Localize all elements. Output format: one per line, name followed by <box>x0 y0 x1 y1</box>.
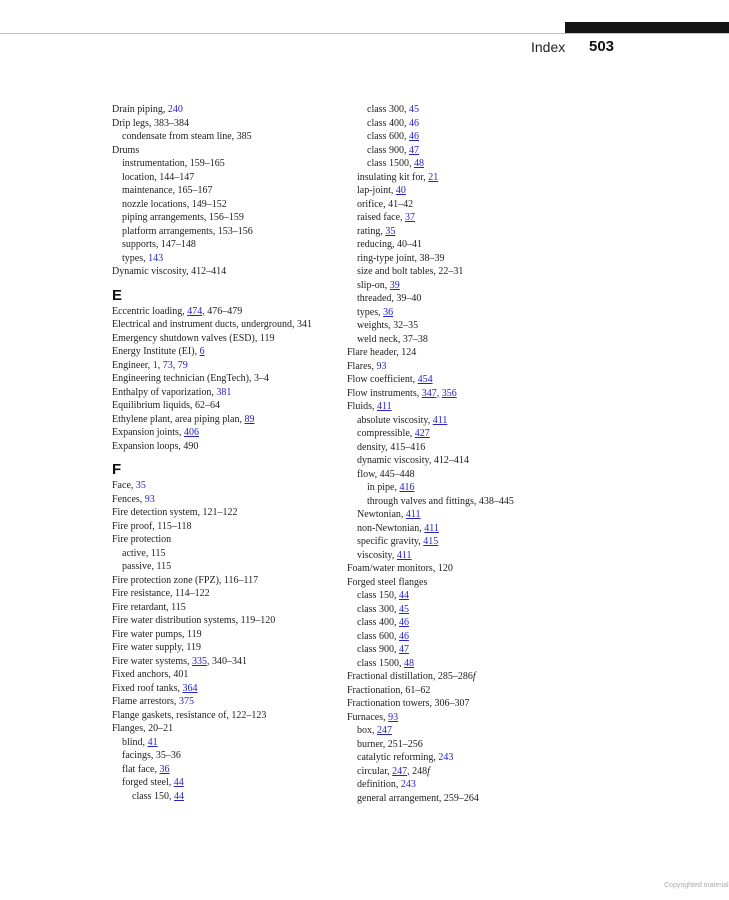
page-reference-link[interactable]: 41 <box>147 736 158 748</box>
index-entry <box>347 670 597 684</box>
index-entry <box>347 535 597 549</box>
index-entry <box>347 265 597 279</box>
index-entry <box>347 387 597 401</box>
index-entry <box>112 198 337 212</box>
page-reference-link[interactable]: 454 <box>417 374 433 385</box>
entry-text: Fractionation towers, 306–307 <box>347 698 470 709</box>
index-entry <box>347 778 597 792</box>
entry-text: Eccentric loading, <box>112 305 188 317</box>
index-entry <box>347 684 597 698</box>
entry-text: instrumentation, 159–165 <box>122 158 225 169</box>
index-entry <box>347 225 597 239</box>
index-entry <box>112 318 337 332</box>
entry-text: Flame arrestors, <box>112 696 179 707</box>
entry-text: Fire resistance, 114–122 <box>112 588 210 599</box>
index-entry <box>112 587 337 601</box>
page-reference-link[interactable]: 347, <box>421 387 440 399</box>
entry-text: Face, <box>112 480 136 491</box>
index-entry <box>347 414 597 428</box>
entry-text: threaded, 39–40 <box>357 293 422 304</box>
index-entry <box>112 386 337 400</box>
entry-text: nozzle locations, 149–152 <box>122 198 227 210</box>
index-entry <box>112 560 337 574</box>
index-entry <box>347 117 597 131</box>
page-reference-link[interactable]: 93 <box>144 493 155 505</box>
index-entry <box>112 184 337 198</box>
index-entry <box>347 238 597 252</box>
index-entry <box>347 441 597 455</box>
page-reference-link[interactable]: 375 <box>178 696 194 707</box>
index-entry <box>112 238 337 252</box>
index-entry <box>112 103 337 117</box>
page-reference-link[interactable]: 46 <box>398 630 409 642</box>
entry-text: compressible, <box>357 428 415 439</box>
index-entry <box>347 184 597 198</box>
index-entry <box>112 130 337 144</box>
page-reference-link[interactable]: 247, <box>392 765 410 777</box>
index-entry <box>112 144 337 158</box>
index-entry <box>112 413 337 427</box>
entry-text: through valves and fittings, 438–445 <box>367 495 514 507</box>
entry-text: Engineer, <box>112 359 153 371</box>
index-entry <box>347 171 597 185</box>
entry-text: in pipe, <box>367 482 400 493</box>
index-entry <box>347 198 597 212</box>
index-entry <box>112 709 337 723</box>
page-reference-link[interactable]: 46 <box>408 131 419 142</box>
index-entry <box>347 751 597 765</box>
page-reference-link[interactable]: 46 <box>398 617 409 628</box>
index-entry <box>347 130 597 144</box>
entry-text: Fire proof, 115–118 <box>112 520 192 532</box>
entry-text: Electrical and instrument ducts, underground, 341 <box>112 319 313 330</box>
index-entry <box>347 522 597 536</box>
page-reference-link[interactable]: 35 <box>385 225 396 237</box>
index-entry <box>347 279 597 293</box>
page-reference-link[interactable]: 364 <box>182 682 198 694</box>
entry-text: reducing, 40–41 <box>357 239 422 250</box>
page-reference-link[interactable]: 44 <box>173 777 184 788</box>
entry-text: platform arrangements, 153–156 <box>122 225 253 237</box>
page-reference-link[interactable]: 21 <box>428 171 439 183</box>
entry-text: raised face, <box>357 212 406 223</box>
entry-text: blind, <box>122 736 148 748</box>
entry-text: flow, 445–448 <box>357 468 415 480</box>
entry-text: class 400, <box>367 117 409 129</box>
index-entry <box>347 252 597 266</box>
entry-text: Fractional distillation, 285–286 <box>347 671 473 682</box>
index-entry <box>112 790 337 804</box>
index-entry <box>347 103 597 117</box>
entry-text: lap-joint, <box>357 185 396 196</box>
page-reference-link[interactable]: 79 <box>177 359 188 371</box>
entry-text: class 300, <box>367 104 409 115</box>
page-reference-link[interactable]: 46 <box>408 117 419 129</box>
page-reference-link[interactable]: 37 <box>405 212 416 223</box>
index-entry <box>112 682 337 696</box>
entry-text: Drip legs, 383–384 <box>112 117 189 129</box>
page-reference-link[interactable]: 39 <box>389 279 400 291</box>
entry-text: Emergency shutdown valves (ESD), 119 <box>112 332 275 344</box>
index-entry <box>112 520 337 534</box>
entry-text: catalytic reforming, <box>357 752 439 763</box>
page-number: 503 <box>589 38 615 55</box>
entry-text: absolute viscosity, <box>357 414 433 426</box>
header-bar <box>565 22 729 33</box>
index-entry <box>347 333 597 347</box>
index-entry <box>112 668 337 682</box>
index-entry <box>112 265 337 279</box>
index-entry <box>347 630 597 644</box>
entry-text: forged steel, <box>122 777 174 788</box>
entry-text: Expansion joints, <box>112 427 184 438</box>
entry-text: Furnaces, <box>347 711 389 723</box>
entry-text: Expansion loops, 490 <box>112 440 199 452</box>
page-reference-link[interactable]: 36 <box>383 306 394 318</box>
entry-text: class 900, <box>357 644 399 655</box>
index-entry <box>112 211 337 225</box>
entry-text: Fire protection zone (FPZ), 116–117 <box>112 574 259 586</box>
index-entry <box>112 749 337 763</box>
page-reference-link[interactable]: 48 <box>413 158 424 169</box>
page-reference-link[interactable]: 36 <box>159 763 170 775</box>
page-reference-link[interactable]: 411 <box>432 414 448 426</box>
index-entry <box>112 776 337 790</box>
page-reference-link[interactable]: 243 <box>400 779 416 790</box>
index-entry <box>347 603 597 617</box>
entry-text: Ethylene plant, area piping plan, <box>112 413 245 425</box>
page-reference-link[interactable]: 415 <box>423 536 439 547</box>
entry-text: 248 <box>409 765 428 777</box>
entry-text: Newtonian, <box>357 509 406 520</box>
entry-text: Flares, <box>347 360 377 372</box>
entry-text: passive, 115 <box>122 561 172 572</box>
index-entry <box>347 711 597 725</box>
entry-text: Flare header, 124 <box>347 347 417 358</box>
entry-text: f <box>427 765 430 777</box>
index-entry <box>347 657 597 671</box>
index-section-letter: F <box>112 461 122 478</box>
index-entry <box>112 252 337 266</box>
entry-text: Drums <box>112 144 140 156</box>
entry-text: supports, 147–148 <box>122 239 196 250</box>
entry-text: class 400, <box>357 617 399 628</box>
entry-text: insulating kit for, <box>357 171 429 183</box>
running-header-label: Index <box>531 39 566 55</box>
page-reference-link[interactable]: 45 <box>408 104 419 115</box>
index-entry <box>112 359 337 373</box>
entry-text: circular, <box>357 765 393 777</box>
entry-text: 340–341 <box>209 655 247 667</box>
index-entry <box>347 373 597 387</box>
index-entry <box>112 695 337 709</box>
index-entry <box>347 481 597 495</box>
page-reference-link[interactable]: 73 <box>162 359 173 371</box>
index-entry <box>112 614 337 628</box>
entry-text: class 150, <box>357 590 399 601</box>
copyright-watermark: Copyrighted material <box>664 882 729 889</box>
entry-text: weld neck, 37–38 <box>357 333 428 345</box>
entry-text: rating, <box>357 225 386 237</box>
page-reference-link[interactable]: 47 <box>398 644 409 655</box>
entry-text: class 1500, <box>367 158 414 169</box>
index-entry <box>347 792 597 806</box>
entry-text: class 600, <box>367 131 409 142</box>
page-reference-link[interactable]: 143 <box>148 252 164 264</box>
entry-text: Fire water distribution systems, 119–120 <box>112 615 276 626</box>
page-reference-link[interactable]: 247 <box>377 725 392 736</box>
entry-text: class 900, <box>367 144 409 156</box>
entry-text: Fire water supply, 119 <box>112 642 201 653</box>
page-reference-link[interactable]: 44 <box>398 590 409 601</box>
entry-text: class 1500, <box>357 657 404 669</box>
entry-text: Fire detection system, 121–122 <box>112 507 238 518</box>
index-entry <box>347 144 597 158</box>
index-entry <box>347 306 597 320</box>
entry-text: condensate from steam line, 385 <box>122 131 252 142</box>
entry-text: Dynamic viscosity, 412–414 <box>112 266 227 277</box>
entry-text: burner, 251–256 <box>357 738 423 750</box>
entry-text: , <box>157 359 163 371</box>
index-entry <box>347 562 597 576</box>
page-reference-link[interactable]: 93 <box>376 360 387 372</box>
entry-text: 476–479 <box>204 305 243 317</box>
entry-text: Enthalpy of vaporization, <box>112 386 217 398</box>
index-entry <box>347 319 597 333</box>
index-entry <box>347 576 597 590</box>
entry-text: types, <box>357 306 384 318</box>
index-entry <box>112 628 337 642</box>
index-entry <box>112 440 337 454</box>
entry-text: general arrangement, 259–264 <box>357 792 479 804</box>
index-entry <box>347 616 597 630</box>
index-entry <box>112 157 337 171</box>
entry-text: non-Newtonian, <box>357 522 425 534</box>
entry-text: class 600, <box>357 630 399 642</box>
entry-text: Fire protection <box>112 534 172 545</box>
page-reference-link[interactable]: 416 <box>399 482 415 493</box>
entry-text: weights, 32–35 <box>357 320 419 331</box>
page-reference-link[interactable]: 6 <box>199 346 205 357</box>
entry-text: Drain piping, <box>112 104 168 115</box>
index-entry <box>112 533 337 547</box>
index-entry <box>112 601 337 615</box>
page-reference-link[interactable]: 89 <box>244 413 255 425</box>
index-entry <box>112 332 337 346</box>
entry-text: location, 144–147 <box>122 171 195 183</box>
index-section-letter: E <box>112 286 123 304</box>
page-reference-link[interactable]: 93 <box>388 711 399 723</box>
entry-text: viscosity, <box>357 549 397 561</box>
page-reference-link[interactable]: 243 <box>438 752 454 763</box>
index-column-right <box>347 103 597 805</box>
index-entry <box>347 211 597 225</box>
entry-text: Fluids, <box>347 401 378 412</box>
entry-text: Flow coefficient, <box>347 374 418 385</box>
entry-text: Equilibrium liquids, 62–64 <box>112 400 221 411</box>
index-entry <box>112 117 337 131</box>
page-reference-link[interactable]: 40 <box>395 185 406 196</box>
page-reference-link[interactable]: 44 <box>173 790 184 802</box>
index-entry <box>112 506 337 520</box>
index-entry <box>347 400 597 414</box>
index-entry <box>112 426 337 440</box>
entry-text: size and bolt tables, 22–31 <box>357 266 464 277</box>
page-reference-link[interactable]: 411 <box>405 509 421 520</box>
page-reference-link[interactable]: 335, <box>192 655 210 667</box>
entry-text: Flow instruments, <box>347 387 422 399</box>
entry-text: f <box>472 671 476 682</box>
page-reference-link[interactable]: 35 <box>135 480 146 491</box>
index-entry <box>112 722 337 736</box>
page-reference-link[interactable]: 47 <box>408 144 419 156</box>
index-entry <box>347 346 597 360</box>
index-entry <box>112 345 337 359</box>
entry-text: Fire water pumps, 119 <box>112 628 202 640</box>
entry-text: class 150, <box>132 790 174 802</box>
entry-text: dynamic viscosity, 412–414 <box>357 455 469 466</box>
index-entry <box>347 427 597 441</box>
entry-text: active, 115 <box>122 547 166 559</box>
entry-text: facings, 35–36 <box>122 750 181 761</box>
entry-text: Energy Institute (EI), <box>112 346 200 357</box>
index-entry <box>112 655 337 669</box>
index-entry <box>112 225 337 239</box>
index-entry <box>347 549 597 563</box>
index-entry <box>347 157 597 171</box>
entry-text: definition, <box>357 779 401 790</box>
entry-text: Forged steel flanges <box>347 576 428 588</box>
page-reference-link[interactable]: 240 <box>167 104 183 115</box>
entry-text: class 300, <box>357 603 399 615</box>
entry-text: piping arrangements, 156–159 <box>122 212 244 223</box>
index-entry <box>112 479 337 493</box>
page-reference-link[interactable]: 381 <box>216 386 232 398</box>
index-entry <box>112 171 337 185</box>
entry-text: , <box>172 359 178 371</box>
entry-text: Fixed anchors, 401 <box>112 669 189 680</box>
index-entry <box>112 372 337 386</box>
index-entry <box>347 360 597 374</box>
index-entry <box>347 697 597 711</box>
index-entry <box>347 468 597 482</box>
index-entry <box>112 305 337 319</box>
index-entry <box>347 495 597 509</box>
page-reference-link[interactable]: 48 <box>403 657 414 669</box>
entry-text: box, <box>357 725 377 736</box>
entry-text: Foam/water monitors, 120 <box>347 563 453 574</box>
entry-text: maintenance, 165–167 <box>122 185 213 196</box>
entry-text: types, <box>122 252 149 264</box>
index-entry <box>112 574 337 588</box>
entry-text: density, 415–416 <box>357 441 426 453</box>
page-reference-link[interactable]: 411 <box>377 401 392 412</box>
entry-text: Fixed roof tanks, <box>112 682 183 694</box>
entry-text: Fences, <box>112 493 145 505</box>
entry-text: Fire water systems, <box>112 655 192 667</box>
index-entry <box>347 292 597 306</box>
page-reference-link[interactable]: 406 <box>183 427 199 438</box>
index-entry <box>112 641 337 655</box>
entry-text: Flanges, 20–21 <box>112 723 174 734</box>
index-entry <box>347 765 597 779</box>
page-reference-link[interactable]: 411 <box>396 549 412 561</box>
page-reference-link[interactable]: 45 <box>398 603 409 615</box>
page-reference-link[interactable]: 427 <box>414 428 430 439</box>
index-entry <box>347 738 597 752</box>
index-entry <box>112 736 337 750</box>
index-entry <box>347 454 597 468</box>
entry-text: specific gravity, <box>357 536 424 547</box>
entry-text: Flange gaskets, resistance of, 122–123 <box>112 709 267 721</box>
index-entry <box>347 643 597 657</box>
page-reference-link[interactable]: 356 <box>441 387 457 399</box>
page-reference-link[interactable]: 411 <box>424 522 439 534</box>
entry-text: Engineering technician (EngTech), 3–4 <box>112 373 270 384</box>
entry-text: flat face, <box>122 763 160 775</box>
page-reference-link[interactable]: 474, <box>187 305 205 317</box>
page-reference-link[interactable]: 1 <box>152 359 158 371</box>
index-entry <box>347 724 597 738</box>
index-entry <box>112 547 337 561</box>
index-column-left <box>112 103 337 803</box>
entry-text: orifice, 41–42 <box>357 198 414 210</box>
index-entry <box>347 508 597 522</box>
index-entry <box>112 763 337 777</box>
index-entry <box>112 399 337 413</box>
header-rule <box>0 33 729 34</box>
entry-text: slip-on, <box>357 279 390 291</box>
index-entry <box>112 493 337 507</box>
entry-text: ring-type joint, 38–39 <box>357 252 445 264</box>
entry-text: Fractionation, 61–62 <box>347 684 431 696</box>
index-entry <box>347 589 597 603</box>
entry-text: Fire retardant, 115 <box>112 601 186 613</box>
